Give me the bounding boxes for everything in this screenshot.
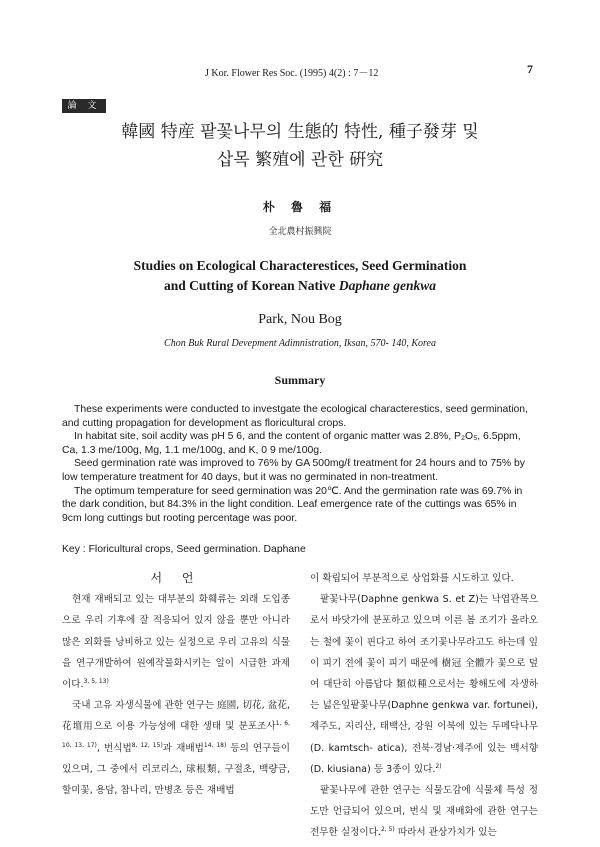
article-type-badge: 論 文 [62,99,106,113]
reference-marker: 8, 12, 15) [131,741,163,749]
korean-title-line2: 삽목 繁殖에 관한 硏究 [216,150,384,170]
summary-heading: Summary [274,373,326,387]
intro-paragraph-2-text-d: 등의 연구들이 있으며, 그 중에서 리코리스, 球根類, 구절초, 백량금, 할미꽃, 용담, 참나리, 만병초 등은 재배법 [62,742,290,797]
summary-paragraph-1: These experiments were conducted to investgate the ecological characterestics, seed germination, and cutting propagation for development as floricultural crops. [62,404,528,429]
summary-paragraph-2: In habitat site, soil acdity was pH 5 6, and the content of organic matter was 2.8%, P₂O₅, 6.5ppm, Ca, 1.3 me/100g, Mg, 1.1 me/100g, and K, 0 9 me/100g. [62,431,521,456]
right-paragraph-1-text: 팥꽃나무(Daphne genkwa S. et Z)는 낙엽관목으로서 바닷가에 분포하고 있으며 이른 봄 조기가 올라오는 철에 꽃이 핀다고 하여 조기꽃나무라고도 하는데 잎이 피기 전에 꽃이 피기 때문에 樹冠 全體가 꽃으로 덮여 대단히 아름답다 類似種으로서는 황해도에 자생하는 넓은잎팥꽃나무(Daphne genkwa var. fortunei), 제주도, 지리산, 태백산, 강원 이북에 있는 두메닥나무(D. kamtsch- atica), 전북·경남·제주에 있는 백서향(D. kiusiana) 등 3종이 있다. [310,594,538,775]
intro-paragraph-2-text-b: , 번식법 [96,742,132,754]
species-name: Daphane genkwa [338,278,437,293]
intro-paragraph-2-text-a: 국내 고유 자생식물에 관한 연구는 庭園, 切花, 盆花, 花壇用으로 이용 가능성에 대한 생태 및 분포조사 [62,700,290,733]
intro-paragraph-2 [62,695,290,801]
right-paragraph-2-tail: 따라서 관상가치가 있는 [394,827,497,839]
summary-paragraph-3: Seed germination rate was improved to 76% by GA 500mg/ℓ treatment for 24 hours and to 75% by low temperature treatment for 40 days, but it was no germinated in non-treatment. [62,458,525,483]
right-paragraph-2 [310,780,538,844]
running-header [0,62,600,78]
reference-marker: 2, 5) [380,826,395,834]
right-column [310,568,538,844]
page-number: 7 [527,62,533,76]
intro-paragraph-1-text: 현재 재배되고 있는 대부분의 화훼류는 외래 도입종으로 우리 기후에 잘 적응되어 있지 않을 뿐만 아니라 많은 외화를 낭비하고 있는 실정으로 우리 고유의 식물을 연구개발하여 원예작물화시키는 일이 시급한 과제이다. [62,594,290,691]
right-paragraph-2-text: 팥꽃나무에 관한 연구는 식물도감에 식물체 특성 정도만 언급되어 있으며, 번식 및 재배화에 관한 연구는 전무한 실정이다. [310,785,538,839]
intro-paragraph-2-text-c: 과 재배법 [162,742,204,754]
reference-marker: 14, 18) [203,741,227,749]
keywords: Key : Floricultural crops, Seed germination. Daphane [62,544,306,555]
english-title [0,256,600,296]
reference-marker: 3, 5, 13) [83,677,109,685]
right-paragraph-0: 이 확립되어 부분적으로 상업화를 시도하고 있다. [310,573,514,584]
summary-body [62,403,538,525]
author-korean: 朴 魯 福 [262,200,338,214]
reference-marker: 2) [435,762,442,770]
right-paragraph-1 [310,589,538,780]
reference-marker: 1, 6, 10, 13, 17) [62,720,290,749]
english-title-line1: Studies on Ecological Characterestices, Seed Germination [133,258,467,273]
affiliation-english: Chon Buk Rural Devepment Adimnistration, Iksan, 570- 140, Korea [164,338,436,349]
korean-title [0,118,600,174]
affiliation-korean: 全北農村振興院 [268,227,332,237]
english-title-line2 [0,276,600,296]
section-heading-introduction: 서 언 [150,571,202,585]
left-column [62,568,290,801]
intro-paragraph-1 [62,589,290,695]
author-english: Park, Nou Bog [258,312,342,327]
english-title-line2-prefix: and Cutting of Korean Native [163,278,339,293]
korean-title-line1: 韓國 特産 팥꽃나무의 生態的 特性, 種子發芽 및 [121,122,479,142]
summary-paragraph-4: The optimum temperature for seed germination was 20℃. And the germination rate was 69.7% in the dark condition, but 84.3% in the light condition. Leaf emergence rate of the cuttings was 65% in 9cm long cuttings but rooting percentage was poor. [62,485,523,524]
journal-citation: J Kor. Flower Res Soc. (1995) 4(2) : 7－12 [205,68,379,79]
